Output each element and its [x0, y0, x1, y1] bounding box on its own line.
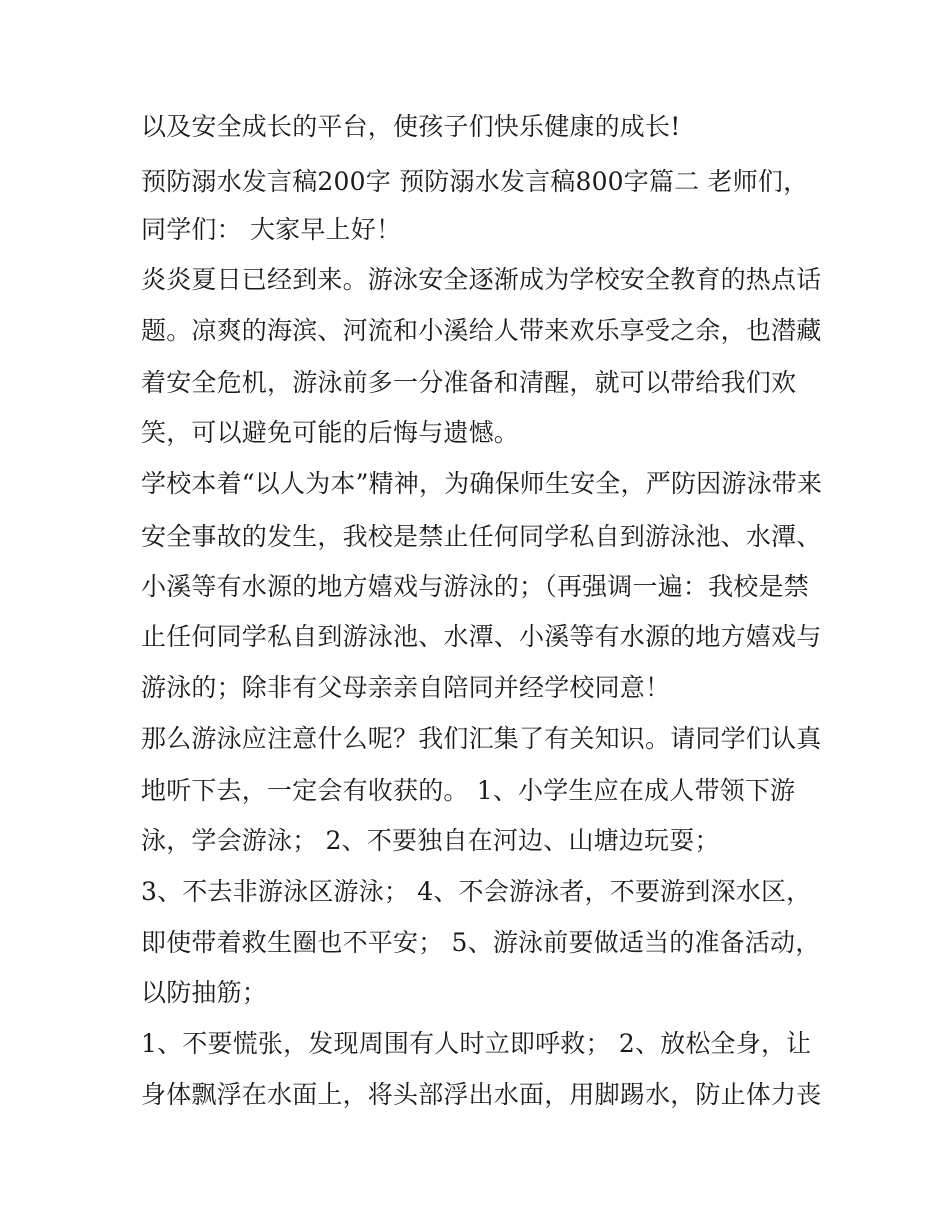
text-line: 笑，可以避免可能的后悔与遗憾。	[141, 418, 520, 447]
text-line: 以及安全成长的平台，使孩子们快乐健康的成长!	[141, 112, 681, 141]
text-line: 止任何同学私自到游泳池、水潭、小溪等有水源的地方嬉戏与	[141, 622, 822, 651]
text-line: 1、不要慌张，发现周围有人时立即呼救； 2、放松全身，让	[141, 1029, 812, 1058]
text-line: 地听下去，一定会有收获的。 1、小学生应在成人带领下游	[141, 776, 796, 805]
text-line: 同学们： 大家早上好！	[141, 215, 402, 244]
text-line: 着安全危机，游泳前多一分准备和清醒，就可以带给我们欢	[141, 368, 797, 397]
text-line: 3、不去非游泳区游泳； 4、不会游泳者，不要游到深水区，	[141, 877, 812, 906]
text-line: 炎炎夏日已经到来。游泳安全逐渐成为学校安全教育的热点话	[141, 265, 822, 294]
text-line: 以防抽筋；	[141, 978, 268, 1007]
text-line: 题。凉爽的海滨、河流和小溪给人带来欢乐享受之余，也潜藏	[141, 316, 822, 345]
text-line: 预防溺水发言稿200字 预防溺水发言稿800字篇二 老师们，	[141, 167, 809, 196]
text-line: 游泳的；除非有父母亲亲自陪同并经学校同意！	[141, 673, 671, 702]
text-line: 学校本着“以人为本”精神，为确保师生安全，严防因游泳带来	[141, 469, 823, 498]
text-line: 那么游泳应注意什么呢？我们汇集了有关知识。请同学们认真	[141, 724, 822, 753]
text-line: 泳，学会游泳； 2、不要独自在河边、山塘边玩耍；	[141, 826, 720, 855]
text-line: 身体飘浮在水面上，将头部浮出水面，用脚踢水，防止体力丧	[141, 1080, 822, 1109]
text-line: 安全事故的发生，我校是禁止任何同学私自到游泳池、水潭、	[141, 522, 822, 551]
text-line: 小溪等有水源的地方嬉戏与游泳的；（再强调一遍：我校是禁	[141, 572, 809, 601]
text-line: 即使带着救生圈也不平安； 5、游泳前要做适当的准备活动，	[141, 928, 821, 957]
